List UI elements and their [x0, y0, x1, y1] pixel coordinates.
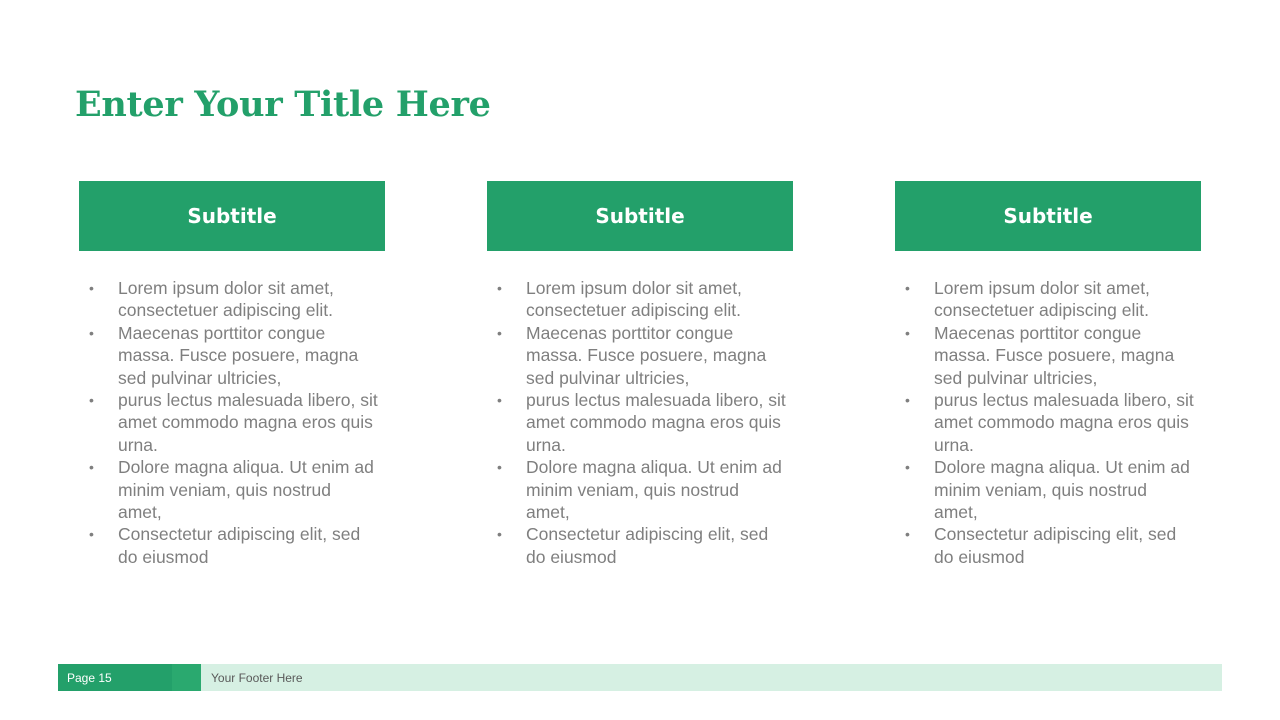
- bullet-item: • Dolore magna aliqua. Ut enim ad minim veniam, quis nostrud amet,: [526, 456, 786, 523]
- bullet-item: • purus lectus malesuada libero, sit amet commodo magna eros quis urna.: [934, 389, 1194, 456]
- bullet-list-3: [895, 277, 1194, 568]
- bullet-item: • Maecenas porttitor congue massa. Fusce posuere, magna sed pulvinar ultricies,: [934, 322, 1194, 389]
- bullet-item: • Maecenas porttitor congue massa. Fusce posuere, magna sed pulvinar ultricies,: [118, 322, 378, 389]
- bullet-list-2: [487, 277, 786, 568]
- content-column-3: [895, 181, 1201, 568]
- slide-title: Enter Your Title Here: [75, 84, 491, 125]
- bullet-item: • purus lectus malesuada libero, sit amet commodo magna eros quis urna.: [526, 389, 786, 456]
- bullet-item: • Consectetur adipiscing elit, sed do eiusmod: [934, 523, 1194, 568]
- bullet-item: • Maecenas porttitor congue massa. Fusce posuere, magna sed pulvinar ultricies,: [526, 322, 786, 389]
- content-column-2: [487, 181, 793, 568]
- bullet-item: • Lorem ipsum dolor sit amet, consectetuer adipiscing elit.: [526, 277, 786, 322]
- page-number: Page 15: [58, 664, 172, 691]
- footer-accent-block: [172, 664, 201, 691]
- bullet-item: • Dolore magna aliqua. Ut enim ad minim veniam, quis nostrud amet,: [118, 456, 378, 523]
- bullet-item: • Consectetur adipiscing elit, sed do eiusmod: [526, 523, 786, 568]
- subtitle-header-2: Subtitle: [487, 181, 793, 251]
- slide-footer: [58, 664, 1222, 691]
- subtitle-header-3: Subtitle: [895, 181, 1201, 251]
- bullet-item: • purus lectus malesuada libero, sit amet commodo magna eros quis urna.: [118, 389, 378, 456]
- footer-text: Your Footer Here: [201, 664, 1222, 691]
- bullet-item: • Lorem ipsum dolor sit amet, consectetuer adipiscing elit.: [118, 277, 378, 322]
- bullet-item: • Dolore magna aliqua. Ut enim ad minim veniam, quis nostrud amet,: [934, 456, 1194, 523]
- bullet-item: • Consectetur adipiscing elit, sed do eiusmod: [118, 523, 378, 568]
- content-column-1: [79, 181, 385, 568]
- bullet-list-1: [79, 277, 378, 568]
- bullet-item: • Lorem ipsum dolor sit amet, consectetuer adipiscing elit.: [934, 277, 1194, 322]
- subtitle-header-1: Subtitle: [79, 181, 385, 251]
